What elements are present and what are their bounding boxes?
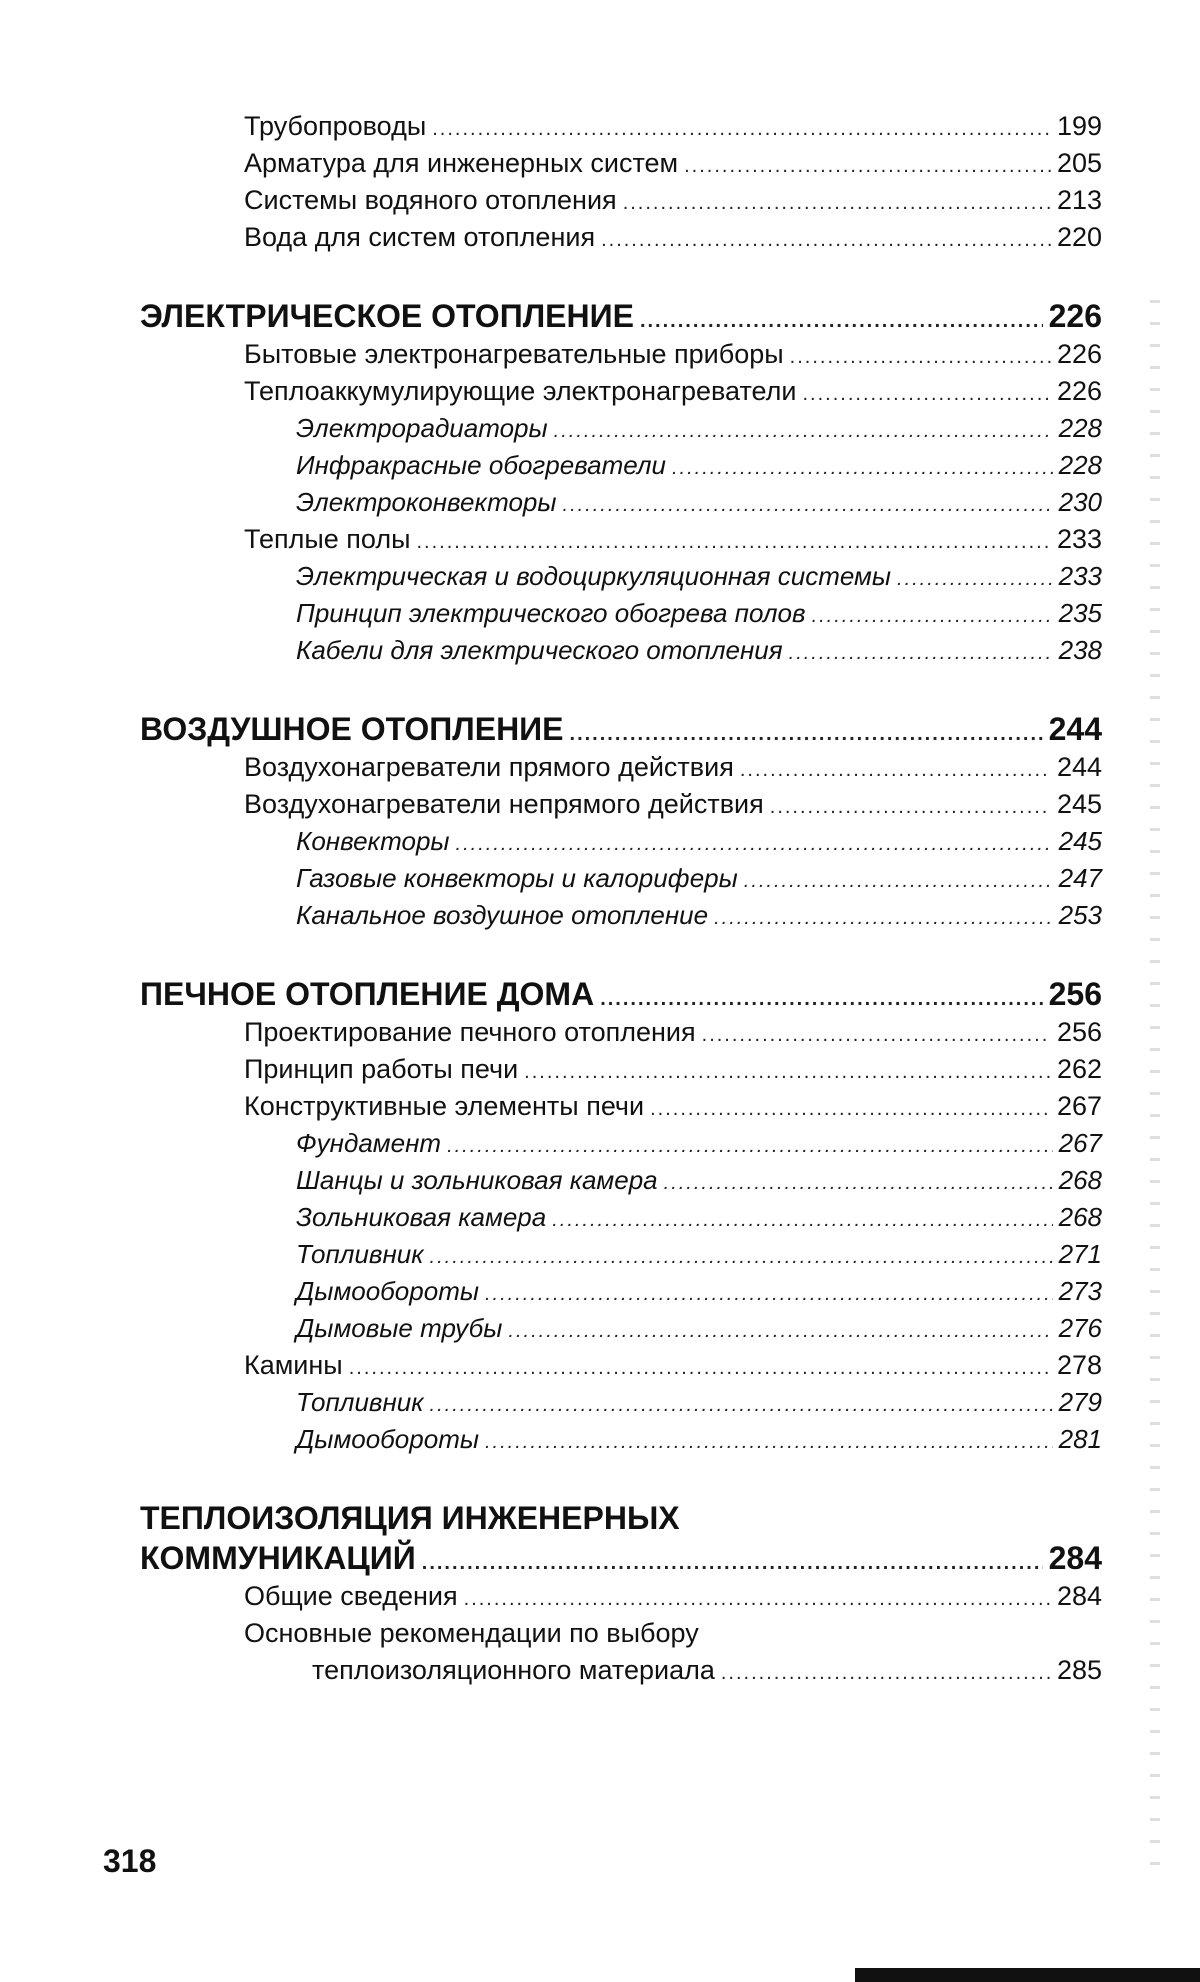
toc-leader-dots [790,339,1051,376]
toc-leader-dots [422,1543,1043,1583]
toc-subentry[interactable] [192,1384,1102,1421]
toc-leader-dots [802,376,1050,413]
toc-leader-dots [789,635,1053,672]
toc-entry-page: 199 [1056,111,1102,141]
toc-leader-dots [740,752,1051,789]
toc-leader-dots [684,148,1051,185]
page-number: 318 [103,1843,157,1879]
toc-entry-page: 276 [1058,1313,1102,1343]
toc-subentry[interactable] [192,1199,1102,1236]
toc-leader-dots [417,524,1051,561]
toc-chapter-page: 226 [1048,298,1102,334]
toc-leader-dots [432,111,1051,148]
toc-entry[interactable] [192,336,1102,373]
toc-entry-title: Дымообороты [296,1424,479,1454]
toc-subentry[interactable] [192,410,1102,447]
toc-entry-page: 281 [1058,1424,1102,1454]
toc-entry-title: Системы водяного отопления [244,185,617,215]
toc-entry-title: Бытовые электронагревательные приборы [244,339,784,369]
toc-entry-title: Камины [244,1350,343,1380]
toc-entry-title: Теплые полы [244,524,411,554]
toc-entry[interactable] [192,1088,1102,1125]
toc-entry-page: 238 [1058,635,1102,665]
page-edge-marks [1150,300,1160,1880]
toc-entry[interactable] [192,1578,1102,1615]
toc-leader-dots [744,863,1053,900]
toc-entry-title: Общие сведения [244,1581,458,1611]
toc-entry-page: 230 [1058,487,1102,517]
toc-entry-title: Конвекторы [296,826,450,856]
toc-entry-title: Воздухонагреватели непрямого действия [244,789,764,819]
toc-entry-page: 268 [1058,1202,1102,1232]
toc-entry-page: 267 [1058,1128,1102,1158]
toc-entry-page: 253 [1058,900,1102,930]
toc-entry[interactable] [192,786,1102,823]
toc-entry-title: Дымовые трубы [296,1313,503,1343]
toc-chapter-page: 284 [1048,1540,1102,1576]
toc-entry-title: Электрорадиаторы [296,413,548,443]
toc-chapter-title: ПЕЧНОЕ ОТОПЛЕНИЕ ДОМА [140,976,595,1012]
toc-subentry[interactable] [192,1125,1102,1162]
toc-subentry[interactable] [192,447,1102,484]
toc-chapter-title-line2: КОММУНИКАЦИЙ [140,1540,416,1576]
toc-leader-dots [456,826,1053,863]
toc-subentry[interactable] [192,1421,1102,1458]
toc-leader-dots [897,561,1053,598]
toc-entry-page: 233 [1056,524,1102,554]
toc-entry-wrapped[interactable] [192,1615,1102,1689]
toc-entry-page: 273 [1058,1276,1102,1306]
toc-subentry[interactable] [192,823,1102,860]
toc-entry[interactable] [192,521,1102,558]
toc-entry-title: Инфракрасные обогреватели [296,450,666,480]
toc-chapter-insulation[interactable] [140,1498,1102,1578]
toc-leader-dots [702,1017,1051,1054]
toc-subentry[interactable] [192,860,1102,897]
toc-subentry[interactable] [192,632,1102,669]
toc-leader-dots [430,1387,1053,1424]
toc-entry-page: 262 [1056,1054,1102,1084]
toc-entry[interactable] [192,1051,1102,1088]
toc-subentry[interactable] [192,897,1102,934]
toc-leader-dots [714,900,1053,937]
toc-entry-title: Вода для систем отопления [244,222,596,252]
toc-entry-page: 268 [1058,1165,1102,1195]
toc-subentry[interactable] [192,558,1102,595]
toc-leader-dots [554,413,1053,450]
toc-subentry[interactable] [192,1162,1102,1199]
toc-entry-title: Конструктивные элементы печи [244,1091,645,1121]
toc-entry-page: 228 [1058,450,1102,480]
toc-entry-title: Зольниковая камера [296,1202,547,1232]
toc-entry-title-line1: Основные рекомендации по выбору [244,1618,699,1648]
toc-leader-dots [485,1424,1053,1461]
toc-chapter-page: 256 [1048,976,1102,1012]
toc-leader-dots [623,185,1051,222]
toc-subentry[interactable] [192,484,1102,521]
toc-entry-page: 213 [1056,185,1102,215]
toc-entry-title: Кабели для электрического отопления [296,635,783,665]
toc-entry-title: Принцип электрического обогрева полов [296,598,806,628]
toc-entry-page: 267 [1056,1091,1102,1121]
toc-leader-dots [650,1091,1051,1128]
toc-leader-dots [563,487,1053,524]
toc-leader-dots [464,1581,1051,1618]
toc-entry[interactable] [192,1347,1102,1384]
toc-entry-page: 244 [1056,752,1102,782]
toc-entry-title: Электроконвекторы [296,487,557,517]
toc-leader-dots [447,1128,1053,1165]
toc-leader-dots [430,1239,1053,1276]
toc-entry-page: 235 [1058,598,1102,628]
toc-entry-title: Канальное воздушное отопление [296,900,709,930]
toc-chapter-air[interactable] [140,709,1102,749]
toc-leader-dots [600,979,1042,1019]
toc-entry-title: Проектирование печного отопления [244,1017,696,1047]
toc-entry-title: Воздухонагреватели прямого действия [244,752,734,782]
toc-entry-page: 279 [1058,1387,1102,1417]
toc-chapter-electric[interactable] [140,296,1102,336]
toc-entry-page: 285 [1056,1655,1102,1685]
toc-entry-title: Принцип работы печи [244,1054,519,1084]
toc-entry-title: Трубопроводы [244,111,427,141]
scan-edge-bar [855,1968,1200,1982]
toc-entry-page: 247 [1058,863,1102,893]
toc-entry-page: 278 [1056,1350,1102,1380]
toc-leader-dots [601,222,1051,259]
toc-leader-dots [552,1202,1052,1239]
toc-entry[interactable] [192,373,1102,410]
toc-entry-page: 245 [1058,826,1102,856]
toc-entry-page: 220 [1056,222,1102,252]
toc-entry-title: Электрическая и водоциркуляционная системы [296,561,892,591]
toc-entry-title: Дымообороты [296,1276,479,1306]
toc-entry-title: Арматура для инженерных систем [244,148,679,178]
toc-leader-dots [721,1655,1051,1692]
toc-leader-dots [570,714,1043,754]
toc-subentry[interactable] [192,1310,1102,1347]
toc-leader-dots [812,598,1053,635]
toc-entry[interactable] [192,1014,1102,1051]
toc-chapter-title: ЭЛЕКТРИЧЕСКОЕ ОТОПЛЕНИЕ [140,298,634,334]
toc-subentry[interactable] [192,595,1102,632]
toc-leader-dots [664,1165,1053,1202]
toc-leader-dots [349,1350,1051,1387]
toc-entry[interactable] [192,145,1102,182]
toc-entry-page: 245 [1056,789,1102,819]
toc-leader-dots [485,1276,1053,1313]
toc-entry-page: 271 [1058,1239,1102,1269]
toc-entry[interactable] [192,219,1102,256]
toc-entry-page: 226 [1056,339,1102,369]
toc-entry-page: 226 [1056,376,1102,406]
toc-chapter-title: ВОЗДУШНОЕ ОТОПЛЕНИЕ [140,711,564,747]
toc-entry-title: Фундамент [296,1128,442,1158]
toc-entry[interactable] [192,182,1102,219]
toc-entry[interactable] [192,749,1102,786]
toc-leader-dots [640,301,1043,341]
toc-chapter-stove[interactable] [140,974,1102,1014]
toc-entry-title: Шанцы и зольниковая камера [296,1165,658,1195]
toc-entry-title: Топливник [296,1387,424,1417]
toc-subentry[interactable] [192,1273,1102,1310]
toc-chapter-page: 244 [1048,711,1102,747]
table-of-contents [140,108,1102,1689]
toc-leader-dots [508,1313,1052,1350]
toc-subentry[interactable] [192,1236,1102,1273]
toc-leader-dots [524,1054,1051,1091]
toc-leader-dots [672,450,1053,487]
toc-entry-page: 233 [1058,561,1102,591]
toc-entry-page: 205 [1056,148,1102,178]
toc-entry-title: Топливник [296,1239,424,1269]
toc-entry-page: 256 [1056,1017,1102,1047]
toc-entry[interactable] [192,108,1102,145]
toc-entry-title-line2: теплоизоляционного материала [312,1655,715,1685]
toc-entry-title: Теплоаккумулирующие электронагреватели [244,376,797,406]
toc-entry-page: 228 [1058,413,1102,443]
toc-entry-title: Газовые конвекторы и калориферы [296,863,738,893]
toc-entry-page: 284 [1056,1581,1102,1611]
toc-chapter-title-line1: ТЕПЛОИЗОЛЯЦИЯ ИНЖЕНЕРНЫХ [140,1500,680,1536]
toc-leader-dots [770,789,1051,826]
